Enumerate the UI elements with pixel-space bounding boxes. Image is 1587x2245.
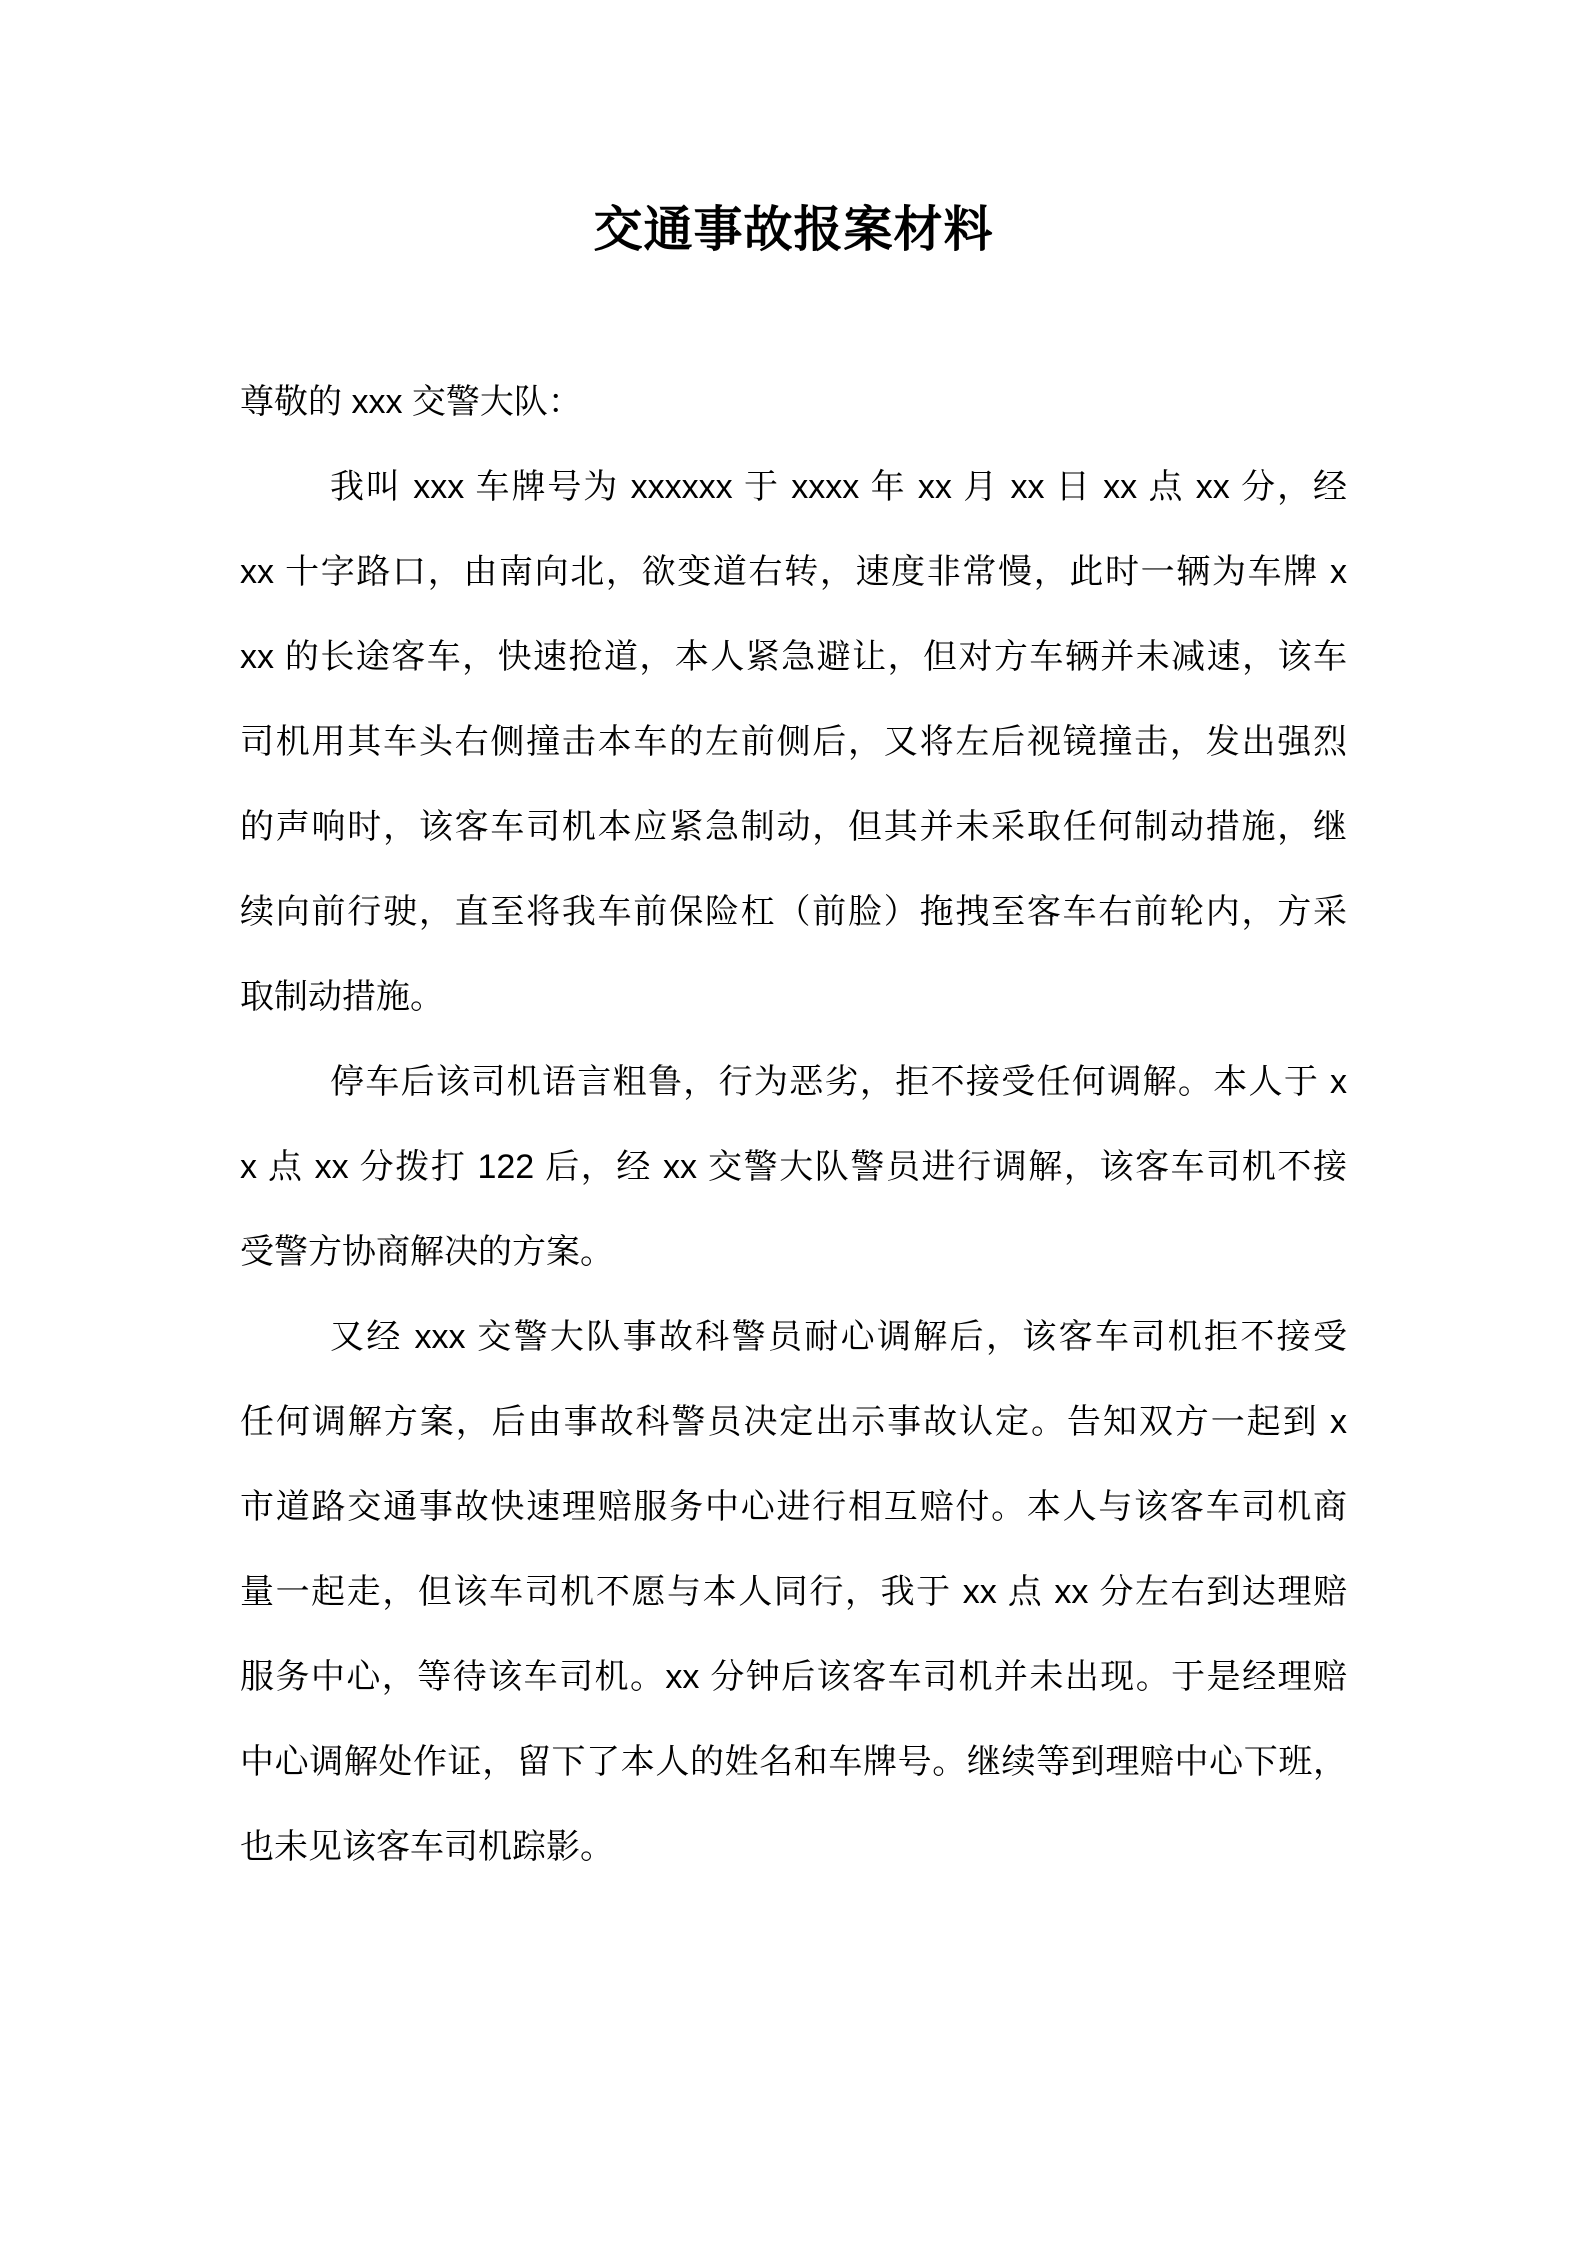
body-line: 停车后该司机语言粗鲁，行为恶劣，拒不接受任何调解。本人于 x — [330, 1063, 1347, 1101]
paragraph-end-line: 也未见该客车司机踪影。 — [240, 1828, 614, 1866]
body-line: xx 的长途客车，快速抢道，本人紧急避让，但对方车辆并未减速，该车 — [240, 638, 1347, 676]
salutation-line: 尊敬的 xxx 交警大队： — [240, 383, 582, 421]
body-line: x 点 xx 分拨打 122 后，经 xx 交警大队警员进行调解，该客车司机不接 — [240, 1148, 1347, 1186]
body-line: 又经 xxx 交警大队事故科警员耐心调解后，该客车司机拒不接受 — [330, 1318, 1347, 1356]
body-line: 服务中心，等待该车司机。xx 分钟后该客车司机并未出现。于是经理赔 — [240, 1658, 1347, 1696]
body-line: 市道路交通事故快速理赔服务中心进行相互赔付。本人与该客车司机商 — [240, 1488, 1347, 1526]
body-line: 我叫 xxx 车牌号为 xxxxxx 于 xxxx 年 xx 月 xx 日 xx 点 xx 分，经 — [330, 468, 1347, 506]
body-line: 量一起走，但该车司机不愿与本人同行，我于 xx 点 xx 分左右到达理赔 — [240, 1573, 1347, 1611]
body-line: 的声响时，该客车司机本应紧急制动，但其并未采取任何制动措施，继 — [240, 808, 1347, 846]
body-line: 司机用其车头右侧撞击本车的左前侧后，又将左后视镜撞击，发出强烈 — [240, 723, 1347, 761]
body-line: xx 十字路口，由南向北，欲变道右转，速度非常慢，此时一辆为车牌 x — [240, 553, 1347, 591]
paragraph-end-line: 取制动措施。 — [240, 978, 444, 1016]
body-line: 续向前行驶，直至将我车前保险杠（前脸）拖拽至客车右前轮内，方采 — [240, 893, 1347, 931]
body-line: 中心调解处作证，留下了本人的姓名和车牌号。继续等到理赔中心下班， — [240, 1743, 1347, 1781]
body-line: 任何调解方案，后由事故科警员决定出示事故认定。告知双方一起到 x — [240, 1403, 1347, 1441]
paragraph-end-line: 受警方协商解决的方案。 — [240, 1233, 614, 1271]
document-body — [240, 360, 1347, 1890]
document-title: 交通事故报案材料 — [593, 203, 994, 257]
